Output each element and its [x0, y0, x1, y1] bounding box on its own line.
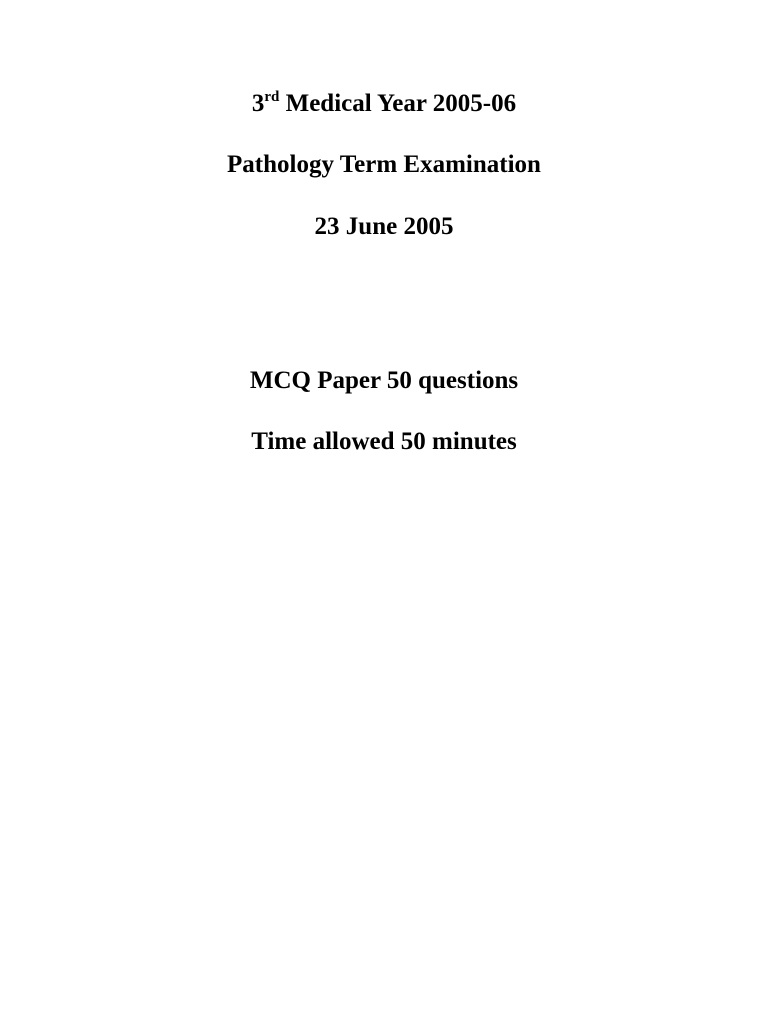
year-number: 3: [251, 90, 265, 117]
year-ordinal-suffix: rd: [264, 89, 280, 105]
medical-year-heading: [0, 89, 768, 119]
time-allowed: Time allowed 50 minutes: [251, 428, 517, 455]
exam-title: Pathology Term Examination: [227, 151, 541, 178]
exam-date: 23 June 2005: [314, 213, 454, 240]
year-heading-text: Medical Year 2005-06: [279, 90, 517, 117]
paper-info: MCQ Paper 50 questions: [249, 367, 519, 394]
